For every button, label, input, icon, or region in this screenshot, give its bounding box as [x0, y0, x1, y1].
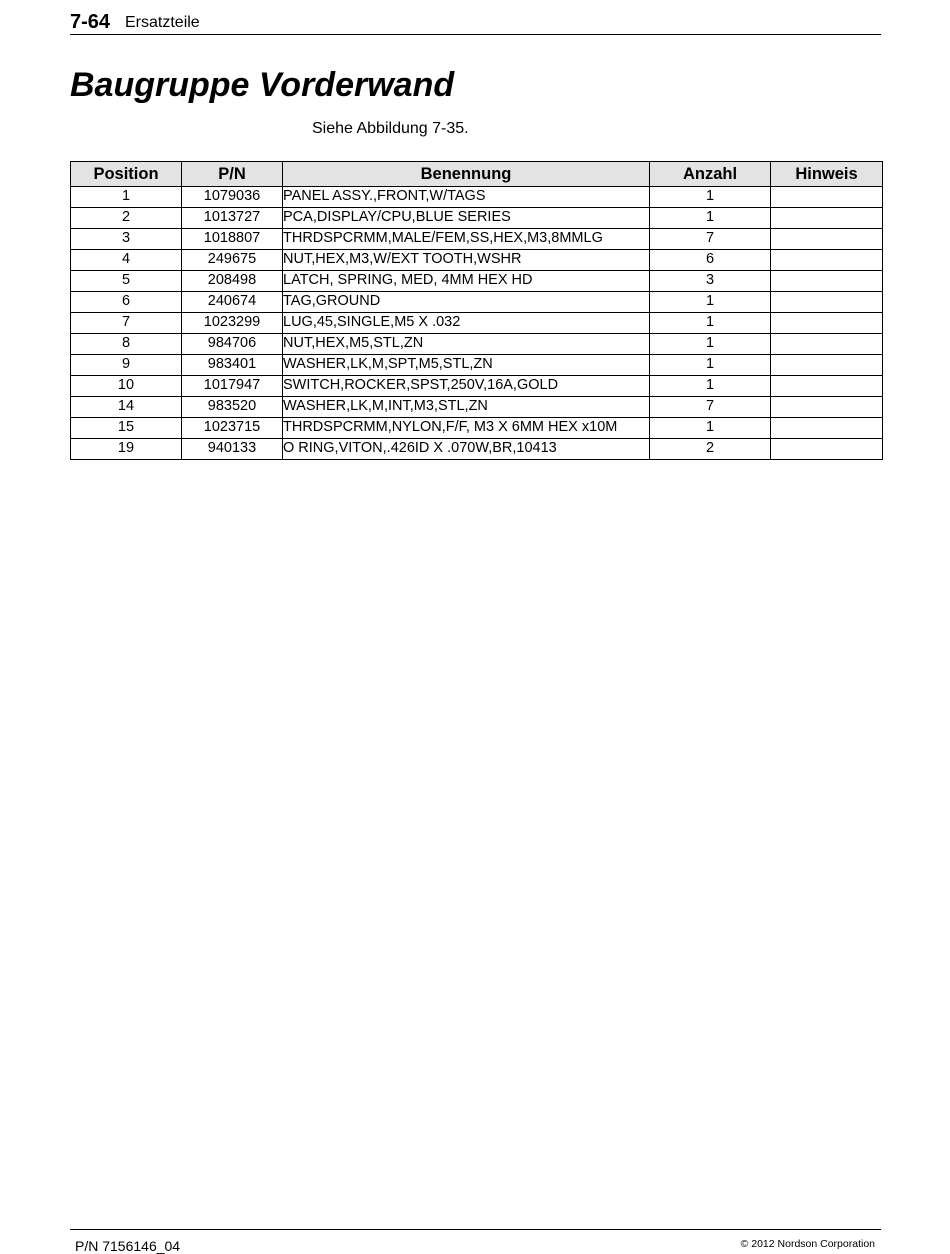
cell-position: 10 [71, 376, 182, 397]
cell-description: NUT,HEX,M5,STL,ZN [283, 334, 650, 355]
cell-quantity: 7 [650, 229, 771, 250]
cell-position: 7 [71, 313, 182, 334]
cell-quantity: 1 [650, 334, 771, 355]
cell-quantity: 1 [650, 208, 771, 229]
cell-part-number: 1079036 [182, 187, 283, 208]
cell-part-number: 984706 [182, 334, 283, 355]
cell-description: SWITCH,ROCKER,SPST,250V,16A,GOLD [283, 376, 650, 397]
cell-position: 9 [71, 355, 182, 376]
table-header-row [71, 162, 883, 187]
table-row [71, 229, 883, 250]
cell-description: PANEL ASSY.,FRONT,W/TAGS [283, 187, 650, 208]
cell-quantity: 2 [650, 439, 771, 460]
column-header-quantity: Anzahl [650, 162, 771, 187]
table-row [71, 418, 883, 439]
cell-position: 3 [71, 229, 182, 250]
cell-note [771, 292, 883, 313]
cell-quantity: 6 [650, 250, 771, 271]
page-title: Baugruppe Vorderwand [70, 66, 455, 104]
cell-part-number: 1023715 [182, 418, 283, 439]
cell-note [771, 355, 883, 376]
page-footer [70, 1229, 881, 1254]
cell-note [771, 439, 883, 460]
cell-note [771, 187, 883, 208]
cell-part-number: 983401 [182, 355, 283, 376]
cell-quantity: 1 [650, 418, 771, 439]
cell-description: O RING,VITON,.426ID X .070W,BR,10413 [283, 439, 650, 460]
cell-part-number: 1013727 [182, 208, 283, 229]
cell-description: LUG,45,SINGLE,M5 X .032 [283, 313, 650, 334]
cell-part-number: 249675 [182, 250, 283, 271]
parts-table-body [71, 187, 883, 460]
cell-note [771, 418, 883, 439]
cell-description: THRDSPCRMM,NYLON,F/F, M3 X 6MM HEX x10M [283, 418, 650, 439]
table-row [71, 439, 883, 460]
column-header-description: Benennung [283, 162, 650, 187]
cell-position: 15 [71, 418, 182, 439]
cell-description: LATCH, SPRING, MED, 4MM HEX HD [283, 271, 650, 292]
cell-quantity: 1 [650, 187, 771, 208]
cell-note [771, 397, 883, 418]
table-row [71, 208, 883, 229]
cell-description: WASHER,LK,M,SPT,M5,STL,ZN [283, 355, 650, 376]
cell-position: 19 [71, 439, 182, 460]
table-row [71, 187, 883, 208]
section-name: Ersatzteile [125, 14, 200, 31]
cell-part-number: 983520 [182, 397, 283, 418]
parts-table [70, 161, 883, 460]
cell-description: WASHER,LK,M,INT,M3,STL,ZN [283, 397, 650, 418]
cell-note [771, 334, 883, 355]
cell-part-number: 1018807 [182, 229, 283, 250]
copyright-notice: © 2012 Nordson Corporation [740, 1238, 875, 1250]
cell-part-number: 940133 [182, 439, 283, 460]
cell-description: PCA,DISPLAY/CPU,BLUE SERIES [283, 208, 650, 229]
cell-position: 4 [71, 250, 182, 271]
cell-description: NUT,HEX,M3,W/EXT TOOTH,WSHR [283, 250, 650, 271]
table-row [71, 397, 883, 418]
cell-description: TAG,GROUND [283, 292, 650, 313]
cell-note [771, 313, 883, 334]
cell-part-number: 1017947 [182, 376, 283, 397]
cell-note [771, 250, 883, 271]
cell-position: 6 [71, 292, 182, 313]
cell-quantity: 1 [650, 313, 771, 334]
cell-note [771, 271, 883, 292]
table-row [71, 250, 883, 271]
cell-quantity: 1 [650, 376, 771, 397]
cell-position: 5 [71, 271, 182, 292]
cell-position: 14 [71, 397, 182, 418]
cell-quantity: 1 [650, 292, 771, 313]
cell-quantity: 1 [650, 355, 771, 376]
cell-position: 2 [71, 208, 182, 229]
column-header-position: Position [71, 162, 182, 187]
table-row [71, 313, 883, 334]
table-row [71, 376, 883, 397]
cell-quantity: 7 [650, 397, 771, 418]
cell-note [771, 229, 883, 250]
column-header-note: Hinweis [771, 162, 883, 187]
cell-note [771, 376, 883, 397]
cell-part-number: 1023299 [182, 313, 283, 334]
document-part-number: P/N 7156146_04 [75, 1238, 181, 1254]
cell-description: THRDSPCRMM,MALE/FEM,SS,HEX,M3,8MMLG [283, 229, 650, 250]
table-row [71, 292, 883, 313]
page-number: 7-64 [70, 11, 111, 33]
cell-position: 1 [71, 187, 182, 208]
cell-part-number: 240674 [182, 292, 283, 313]
cell-quantity: 3 [650, 271, 771, 292]
figure-reference: Siehe Abbildung 7-35. [312, 120, 469, 137]
column-header-pn: P/N [182, 162, 283, 187]
table-row [71, 334, 883, 355]
cell-note [771, 208, 883, 229]
page-header [70, 10, 881, 35]
cell-position: 8 [71, 334, 182, 355]
cell-part-number: 208498 [182, 271, 283, 292]
table-row [71, 355, 883, 376]
table-row [71, 271, 883, 292]
